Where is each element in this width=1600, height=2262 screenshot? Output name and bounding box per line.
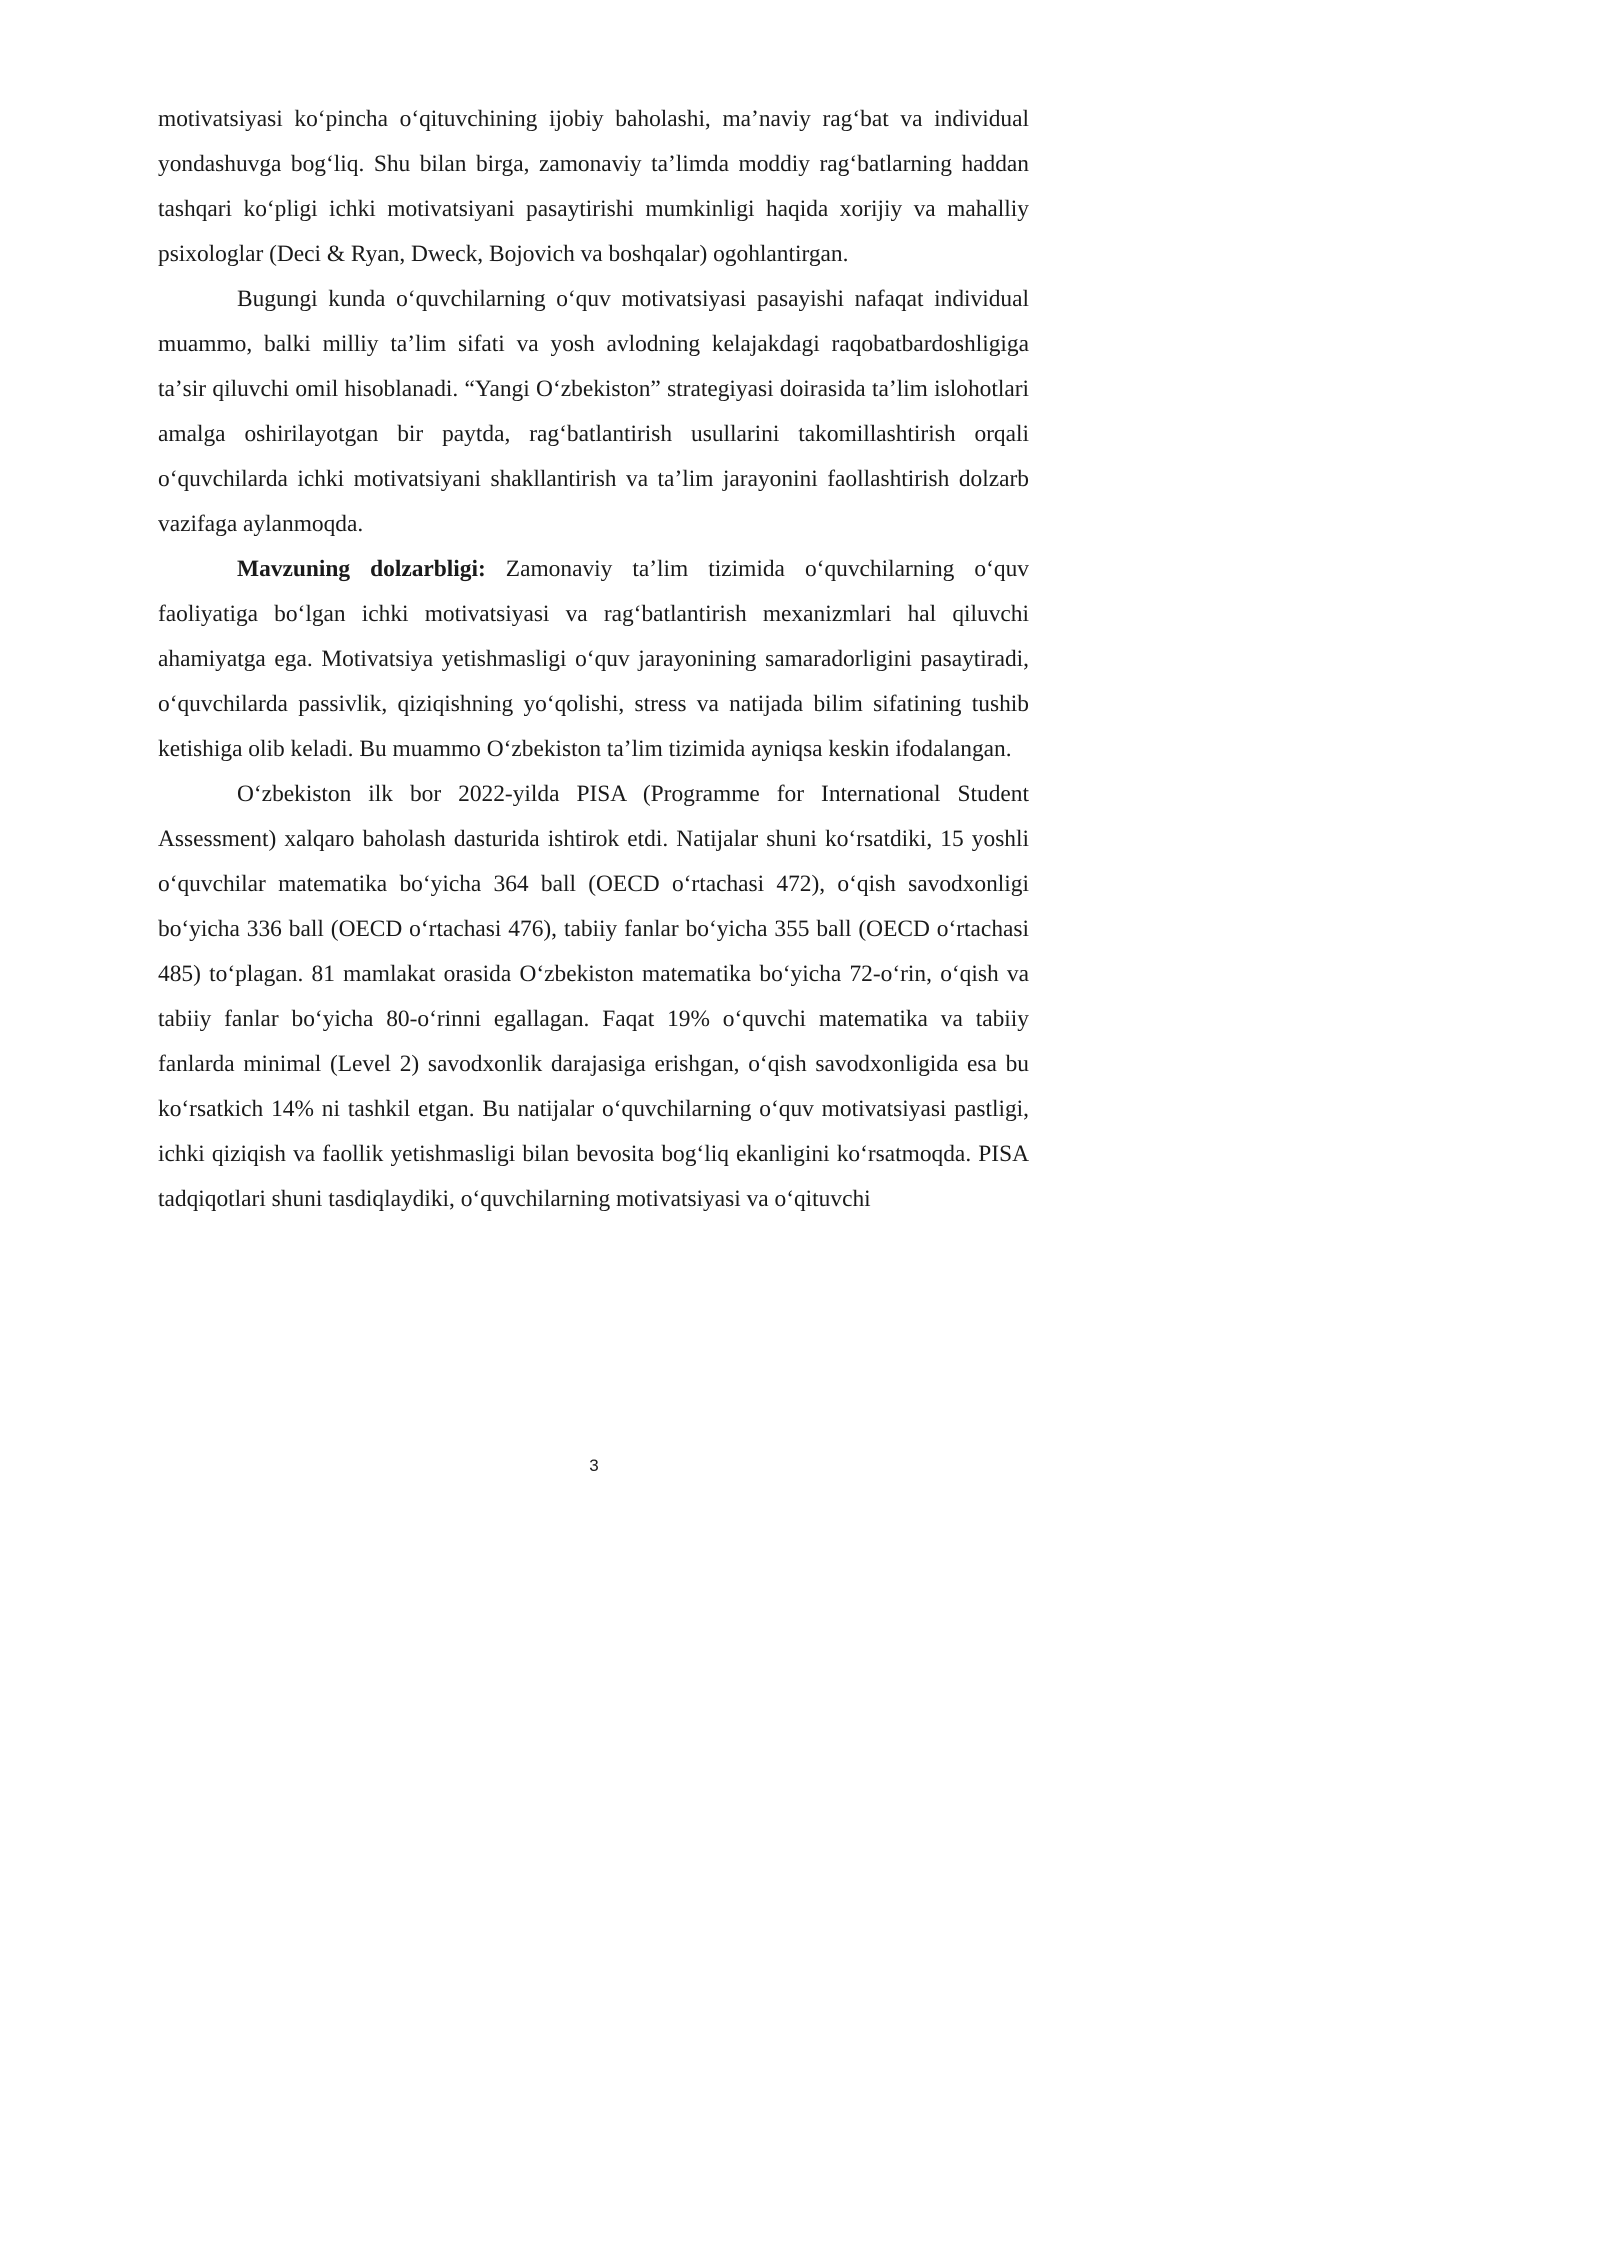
paragraph-text: Oʻzbekiston ilk bor 2022-yilda PISA (Programme for International Student Assessment) xalqaro baholash dasturida ishtirok etdi. Natijalar shuni koʻrsatdiki, 15 yoshli oʻquvchilar matematika boʻyicha 364 ball (OECD oʻrtachasi 472), oʻqish savodxonligi boʻyicha 336 ball (OECD oʻrtachasi 476), tabiiy fanlar boʻyicha 355 ball (OECD oʻrtachasi 485) toʻplagan. 81 mamlakat orasida Oʻzbekiston matematika boʻyicha 72-oʻrin, oʻqish va tabiiy fanlar boʻyicha 80-oʻrinni egallagan. Faqat 19% oʻquvchi matematika va tabiiy fanlarda minimal (Level 2) savodxonlik darajasiga erishgan, oʻqish savodxonligida esa bu koʻrsatkich 14% ni tashkil etgan. Bu natijalar oʻquvchilarning oʻquv motivatsiyasi pastligi, ichki qiziqish va faollik yetishmasligi bilan bevosita bogʻliq ekanligini koʻrsatmoqda. PISA tadqiqotlari shuni tasdiqlaydiki, oʻquvchilarning motivatsiyasi va oʻqituvchi [158,781,1029,1212]
page-number: 3 [589,1456,599,1475]
paragraph-continued [158,97,1029,277]
paragraph-text: motivatsiyasi koʻpincha oʻqituvchining ijobiy baholashi, maʼnaviy ragʻbat va individual yondashuvga bogʻliq. Shu bilan birga, zamonaviy taʼlimda moddiy ragʻbatlarning haddan tashqari koʻpligi ichki motivatsiyani pasaytirishi mumkinligi haqida xorijiy va mahalliy psixologlar (Deci & Ryan, Dweck, Bojovich va boshqalar) ogohlantirgan. [158,106,1029,267]
document-page [0,0,1100,1555]
paragraph-motivation-decline [158,277,1029,547]
paragraph-pisa-results [158,772,1029,1222]
document-body [158,97,1029,1222]
paragraph-topic-relevance [158,547,1029,772]
paragraph-text: Zamonaviy taʼlim tizimida oʻquvchilarning oʻquv faoliyatiga boʻlgan ichki motivatsiyasi va ragʻbatlantirish mexanizmlari hal qiluvchi ahamiyatga ega. Motivatsiya yetishmasligi oʻquv jarayonining samaradorligini pasaytiradi, oʻquvchilarda passivlik, qiziqishning yoʻqolishi, stress va natijada bilim sifatining tushib ketishiga olib keladi. Bu muammo Oʻzbekiston taʼlim tizimida ayniqsa keskin ifodalangan. [158,556,1029,762]
paragraph-text: Bugungi kunda oʻquvchilarning oʻquv motivatsiyasi pasayishi nafaqat individual muammo, balki milliy taʼlim sifati va yosh avlodning kelajakdagi raqobatbardoshligiga taʼsir qiluvchi omil hisoblanadi. “Yangi Oʻzbekiston” strategiyasi doirasida taʼlim islohotlari amalga oshirilayotgan bir paytda, ragʻbatlantirish usullarini takomillashtirish orqali oʻquvchilarda ichki motivatsiyani shakllantirish va taʼlim jarayonini faollashtirish dolzarb vazifaga aylanmoqda. [158,286,1029,537]
paragraph-bold-heading: Mavzuning dolzarbligi: [237,556,486,582]
